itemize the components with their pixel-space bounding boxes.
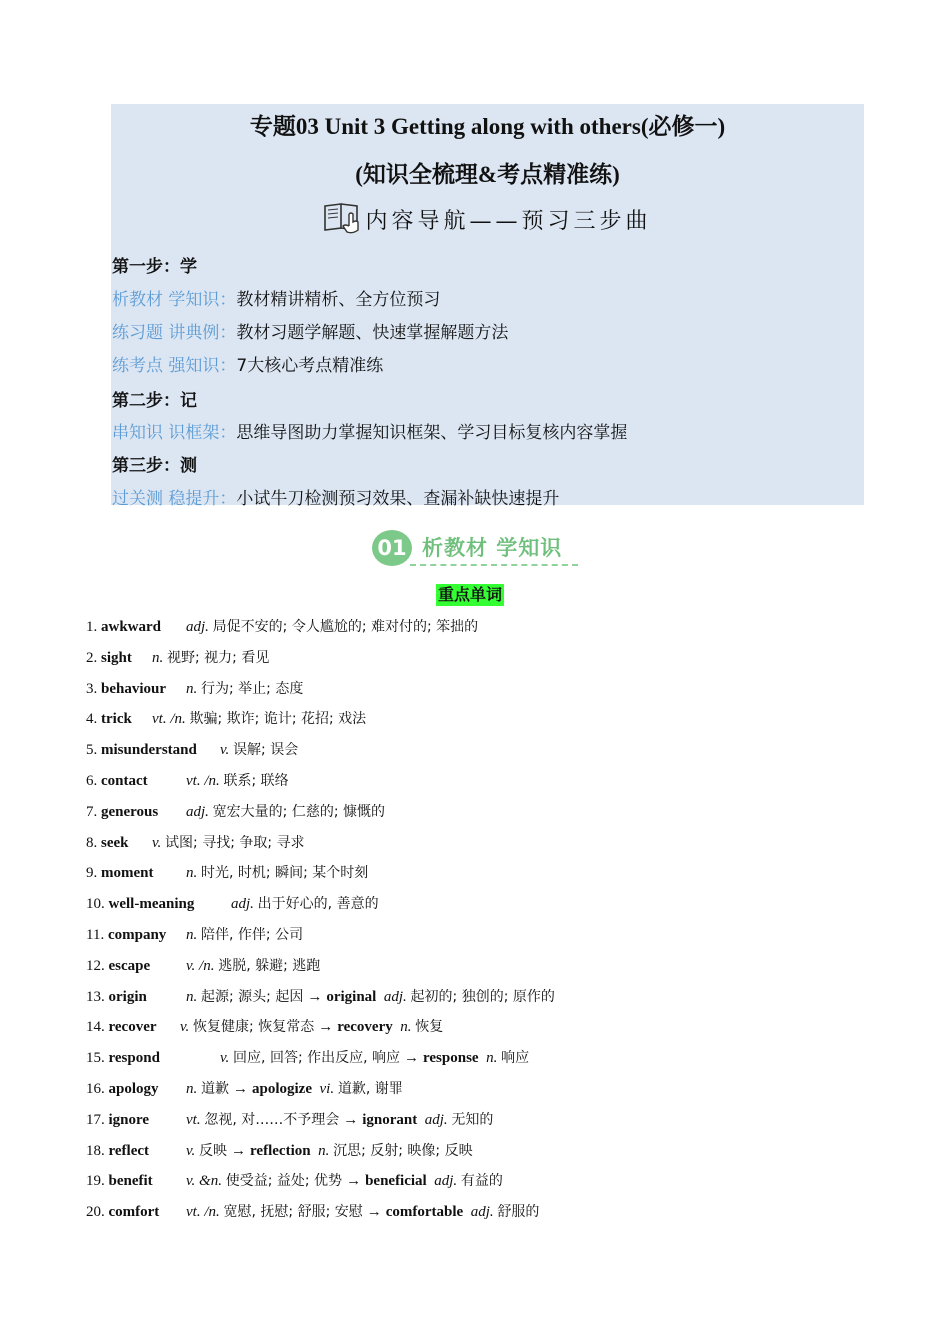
vocab-meaning: 出于好心的, 善意的 [257, 896, 379, 913]
vocab-number: 17. [86, 1111, 105, 1128]
vocab-meaning: 道歉 [201, 1080, 229, 1097]
vocab-number: 16. [86, 1080, 105, 1097]
derived-part-of-speech: adj. [434, 1173, 458, 1190]
vocab-number: 13. [86, 988, 105, 1005]
vocab-number: 2. [86, 649, 98, 666]
badge-divider [410, 564, 578, 566]
vocab-number: 8. [86, 834, 98, 851]
part-of-speech: adj. [231, 896, 254, 913]
vocab-meaning: 视野; 视力; 看见 [167, 649, 270, 666]
vocab-number: 10. [86, 896, 105, 913]
arrow-right-icon: → [343, 1111, 359, 1128]
step-item: 过关测 稳提升：小试牛刀检测预习效果、查漏补缺快速提升 [112, 489, 560, 509]
vocabulary-list [86, 612, 886, 1228]
step-three-label: 第三步：测 [112, 456, 197, 476]
vocab-row [86, 1105, 886, 1136]
vocab-word: behaviour [101, 680, 167, 697]
derived-word: original [326, 988, 377, 1005]
derived-word: reflection [250, 1142, 311, 1159]
derived-meaning: 恢复 [415, 1019, 444, 1036]
part-of-speech: v. /n. [186, 957, 215, 974]
derived-part-of-speech: n. [400, 1019, 412, 1036]
vocab-word: company [107, 926, 167, 943]
vocab-meaning: 起源; 源头; 起因 [201, 988, 304, 1005]
vocab-number: 19. [86, 1173, 105, 1190]
part-of-speech: v. [220, 1050, 230, 1067]
vocab-meaning: 欺骗; 欺诈; 诡计; 花招; 戏法 [189, 711, 367, 728]
vocab-word: escape [108, 957, 151, 974]
nav-title: 内容导航——预习三步曲 [365, 209, 652, 234]
part-of-speech: vt. /n. [186, 772, 220, 789]
derived-part-of-speech: n. [318, 1142, 330, 1159]
part-of-speech: adj. [186, 619, 209, 635]
arrow-right-icon: → [346, 1173, 362, 1190]
vocab-meaning: 误解; 误会 [233, 742, 299, 759]
vocab-number: 15. [86, 1050, 105, 1067]
part-of-speech: vt. [186, 1111, 201, 1128]
vocab-number: 18. [86, 1142, 105, 1159]
vocab-row [86, 612, 886, 643]
vocab-meaning: 恢复健康; 恢复常态 [193, 1019, 315, 1036]
derived-part-of-speech: n. [486, 1050, 498, 1067]
vocab-number: 6. [86, 772, 98, 789]
document-title: 专题03 Unit 3 Getting along with others(必修一) [249, 114, 726, 139]
vocab-meaning: 回应, 回答; 作出反应, 响应 [233, 1050, 401, 1067]
vocab-word: recover [108, 1019, 157, 1036]
part-of-speech: v. [152, 834, 162, 851]
derived-word: ignorant [362, 1111, 418, 1128]
derived-meaning: 舒服的 [497, 1204, 540, 1221]
step-two-label: 第二步：记 [112, 391, 197, 411]
document-subtitle: (知识全梳理&考点精准练) [355, 162, 620, 187]
derived-part-of-speech: adj. [383, 988, 407, 1005]
arrow-right-icon: → [233, 1080, 248, 1097]
vocab-row [86, 951, 886, 982]
vocab-row [86, 858, 886, 889]
part-of-speech: v. [180, 1019, 190, 1036]
vocab-word: benefit [108, 1173, 153, 1190]
part-of-speech: vt. /n. [152, 711, 186, 728]
vocab-number: 20. [86, 1204, 105, 1221]
vocab-row [86, 1043, 886, 1074]
vocab-row [86, 1074, 886, 1105]
derived-word: response [423, 1050, 479, 1067]
vocab-meaning: 联系; 联络 [223, 772, 289, 789]
vocab-number: 3. [86, 680, 98, 697]
vocab-number: 5. [86, 742, 98, 759]
vocab-meaning: 宽慰, 抚慰; 舒服; 安慰 [223, 1204, 363, 1221]
vocab-meaning: 反映 [199, 1142, 228, 1159]
part-of-speech: n. [186, 865, 198, 882]
part-of-speech: n. [186, 1080, 198, 1097]
step-item: 串知识 识框架：思维导图助力掌握知识框架、学习目标复核内容掌握 [112, 423, 628, 443]
content-navigation [111, 200, 864, 235]
vocab-row [86, 674, 886, 705]
vocab-word: origin [108, 988, 147, 1005]
vocab-meaning: 逃脱, 躲避; 逃跑 [218, 957, 321, 974]
derived-part-of-speech: adj. [470, 1204, 494, 1221]
vocab-row [86, 1012, 886, 1043]
derived-meaning: 道歉, 谢罪 [337, 1080, 403, 1097]
vocab-word: respond [108, 1050, 160, 1067]
derived-part-of-speech: vi. [319, 1080, 335, 1097]
derived-word: comfortable [385, 1204, 464, 1221]
vocab-row [86, 1136, 886, 1167]
step-item: 练考点 强知识：7大核心考点精准练 [112, 356, 384, 376]
derived-part-of-speech: adj. [424, 1111, 448, 1128]
part-of-speech: vt. /n. [186, 1204, 220, 1221]
part-of-speech: adj. [186, 803, 209, 820]
vocab-meaning: 试图; 寻找; 争取; 寻求 [165, 834, 305, 851]
vocab-number: 4. [86, 711, 98, 728]
step-item: 练习题 讲典例：教材习题学解题、快速掌握解题方法 [112, 323, 509, 343]
vocab-word: moment [101, 865, 154, 882]
vocab-word: misunderstand [101, 742, 197, 759]
vocab-row [86, 797, 886, 828]
part-of-speech: n. [186, 680, 198, 697]
vocab-row [86, 704, 886, 735]
vocab-meaning: 宽宏大量的; 仁慈的; 慷慨的 [212, 803, 386, 820]
vocab-row [86, 982, 886, 1013]
key-words-label: 重点单词 [438, 585, 503, 604]
vocab-number: 12. [86, 957, 105, 974]
part-of-speech: v. [186, 1142, 196, 1159]
vocab-number: 9. [86, 865, 98, 882]
part-of-speech: v. [220, 742, 230, 759]
section-number: 01 [372, 530, 412, 566]
derived-word: recovery [337, 1019, 393, 1036]
section-badge [370, 526, 585, 571]
vocab-row [86, 828, 886, 859]
derived-word: apologize [252, 1080, 312, 1097]
vocab-meaning: 时光, 时机; 瞬间; 某个时刻 [201, 865, 369, 882]
vocab-meaning: 陪伴, 作伴; 公司 [201, 926, 304, 943]
vocab-meaning: 使受益; 益处; 优势 [225, 1173, 343, 1190]
derived-word: beneficial [365, 1173, 427, 1190]
part-of-speech: v. &n. [186, 1173, 222, 1190]
arrow-right-icon: → [404, 1050, 420, 1067]
vocab-number: 14. [86, 1019, 105, 1036]
derived-meaning: 沉思; 反射; 映像; 反映 [333, 1142, 473, 1159]
header-box [111, 104, 864, 509]
vocab-word: comfort [108, 1204, 160, 1221]
vocab-word: ignore [108, 1111, 150, 1128]
step-one-label: 第一步：学 [112, 257, 197, 277]
vocab-row [86, 920, 886, 951]
vocab-number: 1. [86, 619, 98, 635]
vocab-word: generous [101, 803, 159, 820]
vocab-meaning: 局促不安的; 令人尴尬的; 难对付的; 笨拙的 [212, 619, 479, 635]
arrow-right-icon: → [307, 988, 323, 1005]
vocab-word: reflect [108, 1142, 150, 1159]
vocab-number: 11. [86, 926, 105, 943]
vocab-word: awkward [101, 619, 162, 635]
derived-meaning: 响应 [501, 1050, 530, 1067]
derived-meaning: 起初的; 独创的; 原作的 [410, 988, 555, 1005]
vocab-word: apology [108, 1080, 159, 1097]
vocab-row [86, 1166, 886, 1197]
derived-meaning: 有益的 [460, 1173, 503, 1190]
vocab-row [86, 1197, 886, 1228]
vocab-row [86, 766, 886, 797]
arrow-right-icon: → [318, 1019, 334, 1036]
part-of-speech: n. [186, 988, 198, 1005]
section-badge-label: 析教材 学知识 [422, 536, 563, 560]
step-item: 析教材 学知识：教材精讲精析、全方位预习 [112, 290, 441, 310]
arrow-right-icon: → [366, 1204, 382, 1221]
vocab-row [86, 643, 886, 674]
vocab-word: sight [101, 649, 132, 666]
part-of-speech: n. [152, 649, 164, 666]
book-pointer-icon [323, 200, 363, 234]
vocab-word: seek [101, 834, 129, 851]
vocab-meaning: 忽视, 对……不予理会 [204, 1111, 340, 1128]
vocab-number: 7. [86, 803, 98, 820]
arrow-right-icon: → [231, 1142, 247, 1159]
vocab-row [86, 889, 886, 920]
vocab-row [86, 735, 886, 766]
vocab-word: trick [101, 711, 132, 728]
vocab-meaning: 行为; 举止; 态度 [201, 680, 304, 697]
derived-meaning: 无知的 [451, 1111, 494, 1128]
vocab-word: contact [101, 772, 148, 789]
part-of-speech: n. [186, 926, 198, 943]
vocab-word: well-meaning [108, 896, 195, 913]
